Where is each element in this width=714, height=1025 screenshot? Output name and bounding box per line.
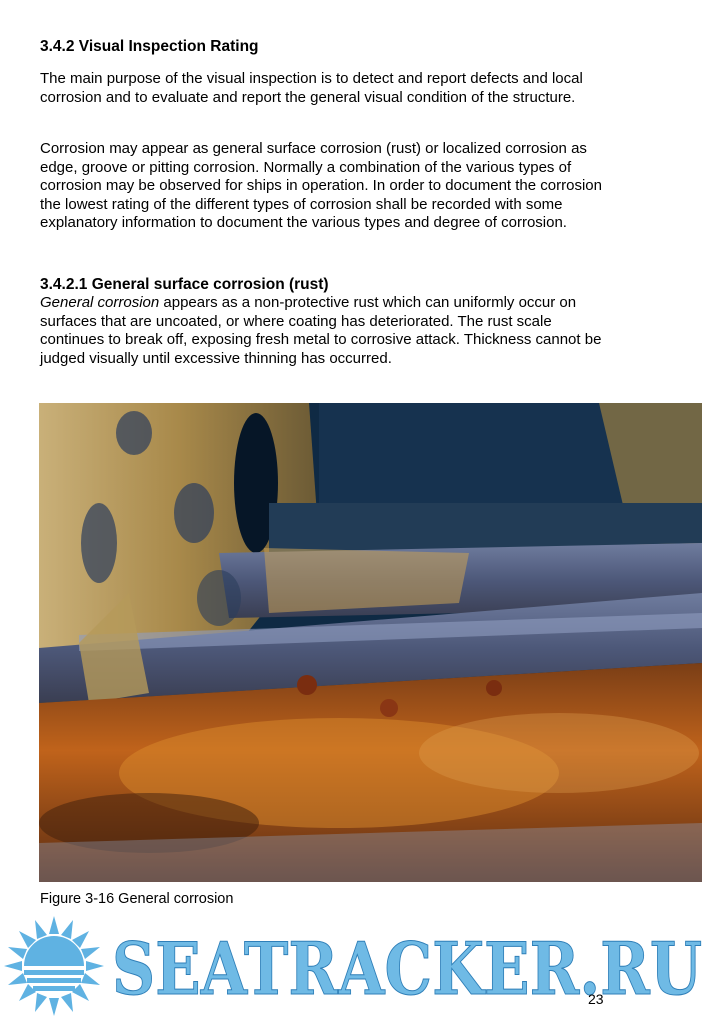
figure-caption: Figure 3-16 General corrosion (40, 891, 234, 907)
sun-icon (4, 916, 104, 1016)
page-number: 23 (588, 991, 604, 1007)
watermark-text: SEATRACKER.RU (112, 926, 702, 1011)
corrosion-photo-illustration (39, 403, 702, 882)
corrosion-photo (39, 403, 702, 882)
subsection-heading: 3.4.2.1 General surface corrosion (rust) (40, 276, 329, 293)
paragraph-purpose: The main purpose of the visual inspection is to detect and report defects and local corrosion and to evaluate and report the general visual condition of the structure. (40, 70, 583, 106)
watermark-graphic (0, 914, 714, 1020)
paragraph-general-corrosion (40, 294, 620, 368)
term-general-corrosion: General corrosion (40, 294, 160, 311)
section-heading: 3.4.2 Visual Inspection Rating (40, 38, 259, 55)
watermark (0, 914, 714, 1020)
paragraph-corrosion-types: Corrosion may appear as general surface corrosion (rust) or localized corrosion as edge, groove or pitting corrosion. Normally a combination of the various types of corrosion may be observed for ships in operation. In order to document the corrosion the lowest rating of the different types of corrosion shall be recorded with some explanatory information to document the various types and degree of corrosion. (40, 140, 602, 231)
general-corrosion-text: appears as a non-protective rust which can uniformly occur on surfaces that are uncoated, or where coating has deteriorated. The rust scale continues to break off, exposing fresh metal to corrosive attack. Thickness cannot be judged visually until excessive thinning has occurred. (40, 294, 602, 367)
